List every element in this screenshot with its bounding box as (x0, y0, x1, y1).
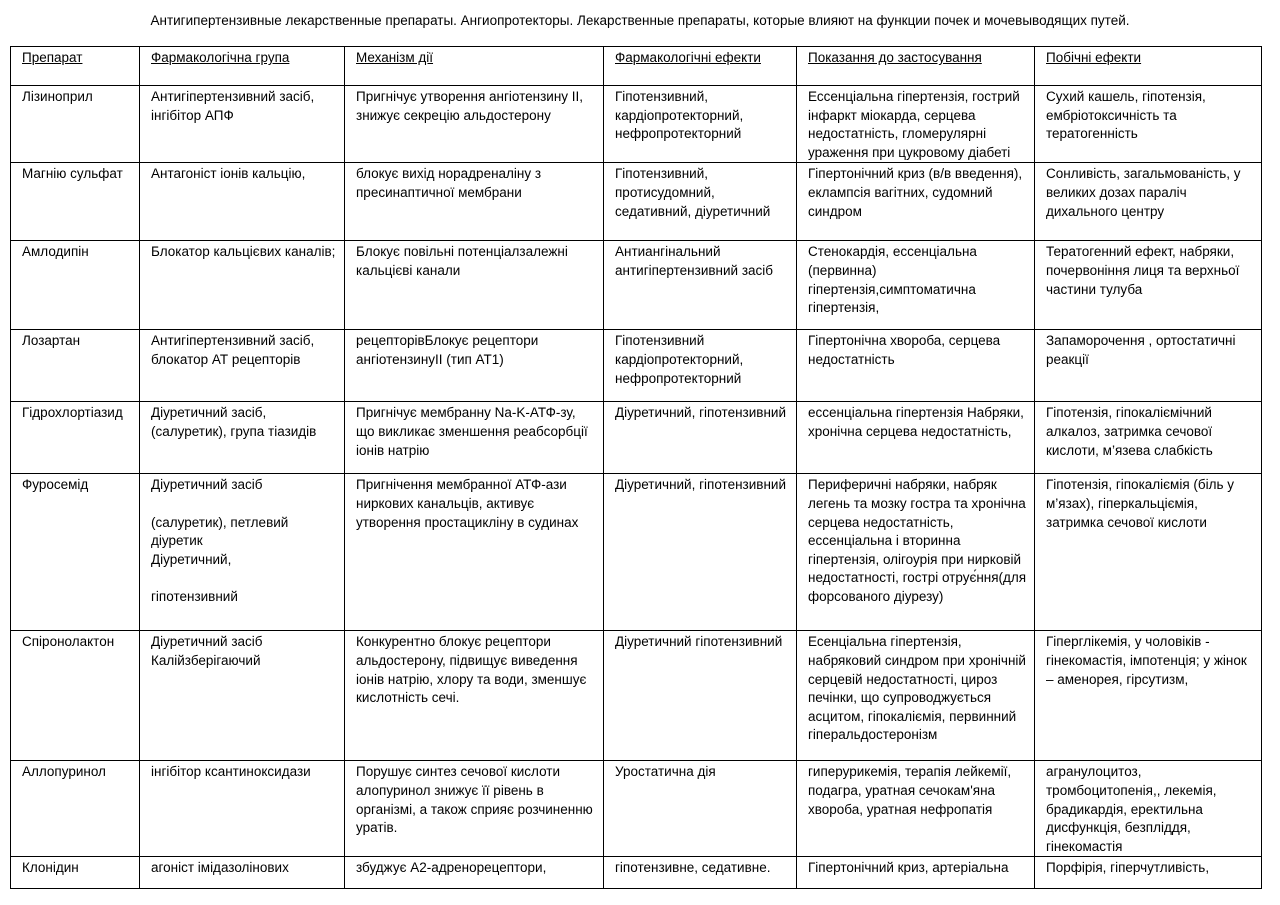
cell-side-effects (1035, 86, 1262, 163)
cell-text: Антагоніст іонів кальцію, (151, 166, 306, 182)
cell-text: Діуретичний засіб, (салуретик), група тіазидів (151, 405, 317, 439)
cell-drug-name (11, 631, 140, 761)
cell-side-effects (1035, 402, 1262, 474)
cell-text: Периферичні набряки, набряк легень та мозку гостра та хронічна серцева недостатність, ессенціальна і вторинна гіпертензія, олігоурія при нирковій недостатності, гострі отрує́ння(для форсованого діурезу) (808, 477, 1027, 604)
cell-mechanism (345, 86, 604, 163)
cell-text: Амлодипін (22, 244, 89, 260)
cell-side-effects (1035, 474, 1262, 631)
cell-text: Гіпертонічна хвороба, серцева недостатність (808, 333, 1001, 367)
cell-pharmacological-group (140, 241, 345, 330)
cell-text: Гіпотензивний кардіопротекторний, нефропротекторний (615, 333, 744, 386)
cell-side-effects (1035, 241, 1262, 330)
cell-effects (604, 761, 797, 857)
cell-text: Пригнічення мембранної АТФ-ази ниркових канальців, активує утворення простацикліну в судинах (356, 477, 579, 530)
cell-pharmacological-group (140, 857, 345, 889)
cell-side-effects (1035, 163, 1262, 241)
column-header-drug: Препарат (11, 47, 140, 86)
cell-indications (797, 241, 1035, 330)
cell-text: Блокує повільні потенціалзалежні кальцієві канали (356, 244, 568, 278)
cell-mechanism (345, 402, 604, 474)
cell-mechanism (345, 241, 604, 330)
cell-effects (604, 402, 797, 474)
cell-drug-name (11, 402, 140, 474)
cell-effects (604, 86, 797, 163)
cell-text: Гіпотензія, гіпокаліємія (біль у м’язах), гіперкальціємія, затримка сечової кислоти (1046, 477, 1235, 530)
cell-text: Лізиноприл (22, 89, 93, 104)
cell-drug-name (11, 241, 140, 330)
cell-text: інгібітор ксантиноксидази (151, 764, 311, 780)
cell-text: Антигіпертензивний засіб, блокатор АТ рецепторів (151, 333, 315, 367)
cell-mechanism (345, 761, 604, 857)
cell-effects (604, 330, 797, 402)
cell-text: Аллопуринол (22, 764, 106, 780)
cell-side-effects (1035, 631, 1262, 761)
cell-drug-name (11, 163, 140, 241)
cell-effects (604, 857, 797, 889)
cell-text: Тератогенний ефект, набряки, почервоніння лиця та верхньої частини тулуба (1046, 244, 1240, 297)
cell-text: Гіпертонічний криз, артеріальна (808, 860, 1009, 876)
cell-pharmacological-group (140, 402, 345, 474)
cell-pharmacological-group (140, 761, 345, 857)
cell-text: Сухий кашель, гіпотензія, ембріотоксичність та тератогенність (1046, 89, 1206, 142)
cell-text: Діуретичний засіб (салуретик), петлевий діуретик Діуретичний, гіпотензивний (151, 477, 289, 604)
cell-side-effects (1035, 330, 1262, 402)
cell-side-effects (1035, 857, 1262, 889)
cell-side-effects (1035, 761, 1262, 857)
cell-pharmacological-group (140, 86, 345, 163)
table-row (11, 402, 1262, 474)
cell-text: Антиангінальний антигіпертензивний засіб (615, 244, 774, 278)
cell-text: Діуретичний гіпотензивний (615, 634, 783, 650)
cell-drug-name (11, 474, 140, 631)
cell-text: Діуретичний засіб Калійзберігаючий (151, 634, 263, 668)
cell-mechanism (345, 163, 604, 241)
cell-indications (797, 761, 1035, 857)
table-row (11, 330, 1262, 402)
column-header-pharmacological-group: Фармакологічна група (140, 47, 345, 86)
cell-text: Гіпотензивний, протисудомний, седативний, діуретичний (615, 166, 771, 219)
cell-text: Пригнічує мембранну Na-K-АТФ-зу, що викликає зменшення реабсорбції іонів натрію (356, 405, 588, 458)
cell-indications (797, 86, 1035, 163)
cell-drug-name (11, 761, 140, 857)
cell-mechanism (345, 631, 604, 761)
cell-effects (604, 631, 797, 761)
cell-drug-name (11, 857, 140, 889)
cell-text: блокує вихід норадреналіну з пресинаптичної мембрани (356, 166, 542, 200)
cell-indications (797, 631, 1035, 761)
cell-mechanism (345, 474, 604, 631)
cell-mechanism (345, 330, 604, 402)
cell-text: Гіпотензивний, кардіопротекторний, нефропротекторний (615, 89, 744, 142)
cell-drug-name (11, 86, 140, 163)
column-header-indications: Показання до застосування (797, 47, 1035, 86)
cell-pharmacological-group (140, 631, 345, 761)
cell-text: Блокатор кальцієвих каналів; (151, 244, 336, 260)
cell-effects (604, 241, 797, 330)
cell-pharmacological-group (140, 163, 345, 241)
cell-text: Магнію сульфат (22, 166, 123, 182)
cell-pharmacological-group (140, 474, 345, 631)
table-row (11, 631, 1262, 761)
cell-text: Лозартан (22, 333, 81, 349)
cell-text: Ессенціальна гіпертензія, гострий інфаркт міокарда, серцева недостатність, гломерулярні ураження при цукровому діабеті (808, 89, 1020, 160)
table-row (11, 474, 1262, 631)
drug-table (10, 46, 1262, 889)
table-row (11, 86, 1262, 163)
cell-text: Гіперглікемія, у чоловіків - гінекомастія, імпотенція; у жінок – аменорея, гірсутизм, (1046, 634, 1247, 687)
cell-text: Гіпертонічний криз (в/в введення), еклампсія вагітних, судомний синдром (808, 166, 1023, 219)
column-header-effects: Фармакологічні ефекти (604, 47, 797, 86)
table-row (11, 241, 1262, 330)
cell-text: агоніст імідазолінових (151, 860, 289, 876)
cell-text: Есенціальна гіпертензія, набряковий синдром при хронічній серцевій недостатності, цироз печінки, що супроводжується асцитом, гіпокаліємія, первинний гіперальдостеронізм (808, 634, 1026, 743)
cell-effects (604, 474, 797, 631)
cell-mechanism (345, 857, 604, 889)
cell-indications (797, 330, 1035, 402)
cell-text: Порфірія, гіперчутливість, (1046, 860, 1210, 876)
table-row (11, 163, 1262, 241)
cell-indications (797, 163, 1035, 241)
cell-text: Порушує синтез сечової кислоти алопуринол знижує її рівень в організмі, а також сприяє розчиненню уратів. (356, 764, 593, 836)
cell-text: ессенціальна гіпертензія Набряки, хронічна серцева недостатність, (808, 405, 1024, 439)
cell-text: Конкурентно блокує рецептори альдостерону, підвищує виведення іонів натрію, хлору та води, зменшує кислотність сечі. (356, 634, 587, 706)
cell-text: гіпотензивне, седативне. (615, 860, 771, 876)
cell-text: збуджує А2-адренорецептори, (356, 860, 547, 876)
cell-pharmacological-group (140, 330, 345, 402)
page-title: Антигипертензивные лекарственные препараты. Ангиопротекторы. Лекарственные препараты, которые влияют на функции почек и мочевыводящих путей. (150, 13, 1130, 28)
table-row (11, 761, 1262, 857)
cell-indications (797, 857, 1035, 889)
cell-text: Спіронолактон (22, 634, 115, 650)
cell-indications (797, 402, 1035, 474)
cell-indications (797, 474, 1035, 631)
cell-text: Клонідин (22, 860, 79, 876)
cell-text: гиперурикемія, терапія лейкемії, подагра, уратная сечокам'яна хвороба, уратная нефропатія (808, 764, 1012, 817)
cell-text: рецепторівБлокує рецептори ангіотензинуІІ (тип АТ1) (356, 333, 539, 367)
column-header-mechanism: Механізм дії (345, 47, 604, 86)
table-header-row (11, 47, 1262, 86)
cell-text: агранулоцитоз, тромбоцитопенія,, лекемія, брадикардія, еректильна дисфункція, безпліддя, гінекомастія (1046, 764, 1217, 854)
cell-text: Фуросемід (22, 477, 89, 493)
cell-text: Антигіпертензивний засіб, інгібітор АПФ (151, 89, 315, 123)
cell-drug-name (11, 330, 140, 402)
cell-effects (604, 163, 797, 241)
table-row (11, 857, 1262, 889)
cell-text: Стенокардія, ессенціальна (первинна) гіпертензія,симптоматична гіпертензія, (808, 244, 977, 316)
cell-text: Уростатична дія (615, 764, 716, 780)
cell-text: Пригнічує утворення ангіотензину ІІ, знижує секрецію альдостерону (356, 89, 584, 123)
cell-text: Діуретичний, гіпотензивний (615, 405, 786, 421)
cell-text: Запаморочення , ортостатичні реакції (1046, 333, 1236, 367)
cell-text: Гіпотензія, гіпокаліємічний алкалоз, затримка сечової кислоти, м’язева слабкість (1046, 405, 1213, 458)
column-header-side-effects: Побічні ефекти (1035, 47, 1262, 86)
cell-text: Діуретичний, гіпотензивний (615, 477, 786, 493)
cell-text: Гідрохлортіазид (22, 405, 123, 421)
cell-text: Сонливість, загальмованість, у великих дозах параліч дихального центру (1046, 166, 1241, 219)
